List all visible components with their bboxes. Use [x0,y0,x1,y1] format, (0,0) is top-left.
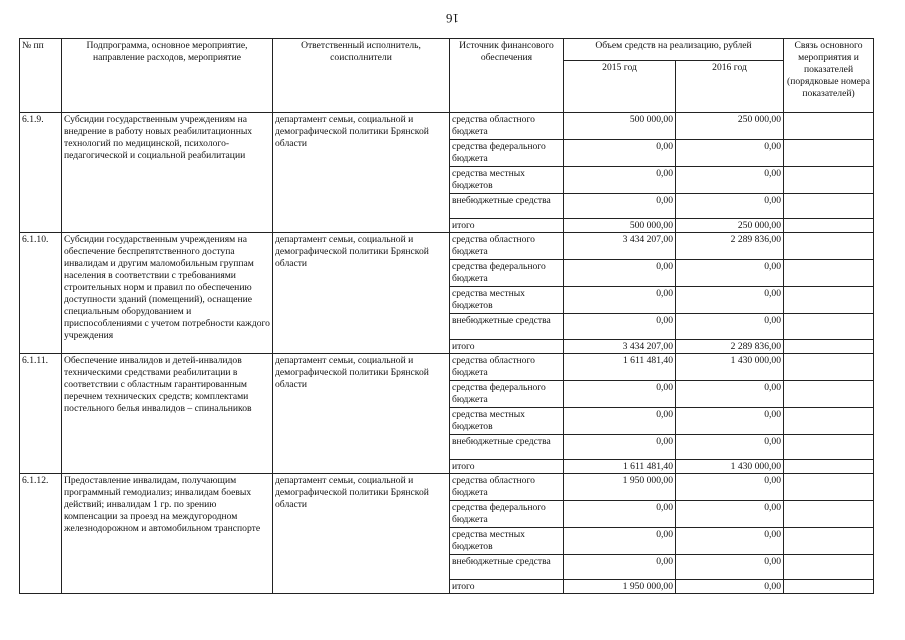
amount-y2016: 0,00 [676,287,784,314]
amount-y2015: 0,00 [564,314,676,340]
link-cell [784,194,874,219]
amount-y2015: 0,00 [564,528,676,555]
total-y2015: 500 000,00 [564,219,676,233]
amount-y2015: 1 611 481,40 [564,354,676,381]
source-name: средства федерального бюджета [450,501,564,528]
amount-y2016: 0,00 [676,381,784,408]
link-cell [784,113,874,140]
total-y2015: 3 434 207,00 [564,340,676,354]
header-2016: 2016 год [676,61,784,113]
source-name: средства областного бюджета [450,354,564,381]
total-label: итого [450,460,564,474]
row-num: 6.1.9. [20,113,62,233]
amount-y2016: 0,00 [676,501,784,528]
source-name: внебюджетные средства [450,314,564,340]
source-name: средства областного бюджета [450,233,564,260]
source-name: средства местных бюджетов [450,528,564,555]
amount-y2016: 0,00 [676,140,784,167]
amount-y2015: 0,00 [564,555,676,580]
table-body [20,113,874,594]
amount-y2016: 0,00 [676,314,784,340]
header-program: Подпрограмма, основное мероприятие, направление расходов, мероприятие [62,39,273,113]
source-name: средства федерального бюджета [450,260,564,287]
link-cell [784,314,874,340]
page-number: 16 [446,11,459,26]
amount-y2016: 0,00 [676,260,784,287]
header-num: № пп [20,39,62,113]
header-2015: 2015 год [564,61,676,113]
source-name: средства федерального бюджета [450,140,564,167]
source-row [20,113,874,140]
amount-y2016: 1 430 000,00 [676,354,784,381]
source-name: средства областного бюджета [450,474,564,501]
amount-y2015: 0,00 [564,287,676,314]
total-y2015: 1 950 000,00 [564,580,676,594]
amount-y2015: 0,00 [564,167,676,194]
row-num: 6.1.11. [20,354,62,474]
amount-y2016: 0,00 [676,167,784,194]
source-row [20,474,874,501]
total-label: итого [450,219,564,233]
budget-table [19,38,874,594]
source-name: средства федерального бюджета [450,381,564,408]
amount-y2015: 0,00 [564,501,676,528]
amount-y2015: 0,00 [564,435,676,460]
total-y2015: 1 611 481,40 [564,460,676,474]
row-program: Субсидии государственным учреждениям на обеспечение беспрепятственного доступа инвалидам и другим маломобильным группам населения в соответствии с требованиями строительных норм и правил по обеспечению доступности зданий (помещений), оснащение специальным оборудованием и приспособлениями с учетом потребности каждого учреждения [62,233,273,354]
source-name: средства местных бюджетов [450,287,564,314]
total-y2016: 1 430 000,00 [676,460,784,474]
amount-y2015: 0,00 [564,194,676,219]
amount-y2016: 2 289 836,00 [676,233,784,260]
header-amount: Объем средств на реализацию, рублей [564,39,784,61]
amount-y2016: 250 000,00 [676,113,784,140]
source-name: средства местных бюджетов [450,167,564,194]
source-name: внебюджетные средства [450,435,564,460]
link-cell [784,555,874,580]
link-cell [784,167,874,194]
link-cell [784,140,874,167]
amount-y2016: 0,00 [676,194,784,219]
link-cell [784,435,874,460]
link-cell [784,381,874,408]
row-program: Субсидии государственным учреждениям на внедрение в работу новых реабилитационных технологий по медицинской, психолого-педагогической и социальной реабилитации [62,113,273,233]
header-executor: Ответственный исполнитель, соисполнители [273,39,450,113]
total-label: итого [450,580,564,594]
link-cell [784,580,874,594]
link-cell [784,474,874,501]
row-program: Предоставление инвалидам, получающим программный гемодиализ; инвалидам боевых действий; инвалидам 1 гр. по зрению компенсации за проезд на междугородном железнодорожном и автомобильном транспорте [62,474,273,594]
link-cell [784,354,874,381]
amount-y2015: 500 000,00 [564,113,676,140]
link-cell [784,340,874,354]
link-cell [784,260,874,287]
link-cell [784,233,874,260]
source-row [20,354,874,381]
total-label: итого [450,340,564,354]
row-executor: департамент семьи, социальной и демографической политики Брянской области [273,354,450,474]
link-cell [784,287,874,314]
amount-y2016: 0,00 [676,528,784,555]
source-name: внебюджетные средства [450,194,564,219]
total-y2016: 0,00 [676,580,784,594]
header-source: Источник финансового обеспечения [450,39,564,113]
amount-y2016: 0,00 [676,435,784,460]
amount-y2015: 3 434 207,00 [564,233,676,260]
amount-y2015: 0,00 [564,408,676,435]
source-name: средства областного бюджета [450,113,564,140]
link-cell [784,408,874,435]
total-y2016: 2 289 836,00 [676,340,784,354]
amount-y2015: 1 950 000,00 [564,474,676,501]
link-cell [784,528,874,555]
header-link: Связь основного мероприятия и показателей (порядковые номера показателей) [784,39,874,113]
row-executor: департамент семьи, социальной и демографической политики Брянской области [273,113,450,233]
source-name: средства местных бюджетов [450,408,564,435]
row-num: 6.1.12. [20,474,62,594]
row-executor: департамент семьи, социальной и демографической политики Брянской области [273,474,450,594]
link-cell [784,460,874,474]
total-y2016: 250 000,00 [676,219,784,233]
amount-y2015: 0,00 [564,260,676,287]
amount-y2016: 0,00 [676,408,784,435]
row-program: Обеспечение инвалидов и детей-инвалидов техническими средствами реабилитации в соответствии с областным гарантированным перечнем технических средств; комплектами постельного белья инвалидов – спинальников [62,354,273,474]
source-row [20,233,874,260]
source-name: внебюджетные средства [450,555,564,580]
link-cell [784,501,874,528]
link-cell [784,219,874,233]
amount-y2015: 0,00 [564,381,676,408]
amount-y2015: 0,00 [564,140,676,167]
row-num: 6.1.10. [20,233,62,354]
amount-y2016: 0,00 [676,474,784,501]
amount-y2016: 0,00 [676,555,784,580]
row-executor: департамент семьи, социальной и демографической политики Брянской области [273,233,450,354]
